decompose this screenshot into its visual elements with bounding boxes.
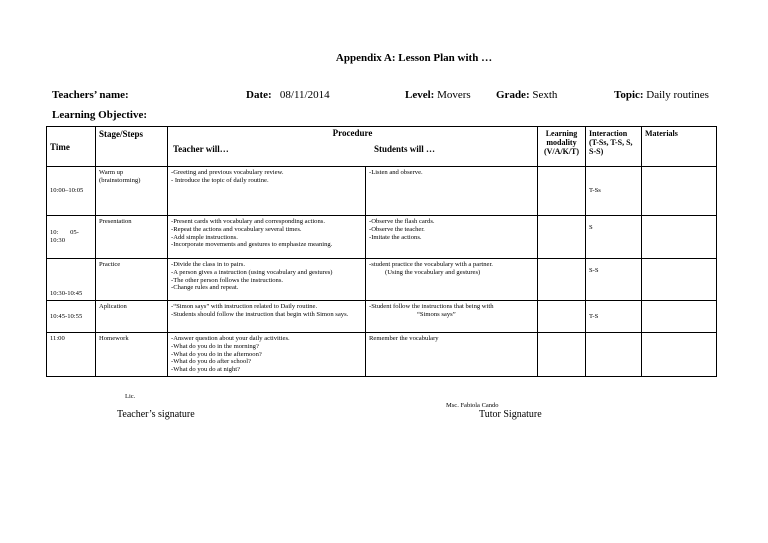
table-header-row <box>47 127 717 167</box>
time-cell: 10:00–10:05 <box>47 167 96 216</box>
teacher-cell <box>168 301 366 333</box>
level-field <box>405 89 471 101</box>
col-procedure-header <box>168 127 538 167</box>
table-row <box>47 167 717 216</box>
interaction-cell: T-Ss <box>586 167 642 216</box>
teacher-line: -What do you do at night? <box>171 366 241 374</box>
topic-field <box>614 89 709 101</box>
date-value: 08/11/2014 <box>279 89 330 101</box>
modality-cell <box>538 167 586 216</box>
table-row <box>47 333 717 377</box>
topic-label: Topic: <box>614 89 644 101</box>
grade-label: Grade: <box>496 89 530 101</box>
teacher-line: - Introduce the topic of daily routine. <box>171 176 269 184</box>
table-row <box>47 301 717 333</box>
teacher-line: -Repeat the actions and vocabulary several times. <box>171 225 302 233</box>
students-line: -Observe the teacher. <box>369 225 425 233</box>
interaction-cell: T-S <box>586 301 642 333</box>
modality-cell <box>538 301 586 333</box>
table-row <box>47 216 717 259</box>
students-cell <box>366 259 538 301</box>
materials-cell <box>642 259 717 301</box>
teacher-prefix: Lic. <box>125 393 136 400</box>
teacher-signature-label: Teacher’s signature <box>117 409 195 420</box>
tutor-signature-label: Tutor Signature <box>479 409 542 420</box>
students-line: (Using the vocabulary and gestures) <box>385 268 481 276</box>
procedure-label: Procedure <box>332 128 373 138</box>
interaction-cell: S <box>586 216 642 259</box>
time-cell: 10:30-10:45 <box>47 259 96 301</box>
teacher-line: -“Simon says” with instruction related to Daily routine. <box>171 303 318 310</box>
teacher-line: -What do you do in the afternoon? <box>171 350 262 358</box>
teacher-line: -The other person follows the instructions. <box>171 276 284 284</box>
topic-value: Daily routines <box>646 89 709 101</box>
teacher-cell <box>168 216 366 259</box>
modality-cell <box>538 259 586 301</box>
teacher-line: -Greeting and previous vocabulary review. <box>171 169 284 176</box>
students-line: -Imitate the actions. <box>369 233 422 241</box>
interaction-cell: S-S <box>586 259 642 301</box>
document-title: Appendix A: Lesson Plan with … <box>335 52 493 64</box>
students-line: -student practice the vocabulary with a partner. <box>369 261 493 268</box>
time-cell: 10:45-10:55 <box>47 301 96 333</box>
time-cell: 11:00 <box>47 333 96 377</box>
teacher-line: -What do you do in the morning? <box>171 342 259 350</box>
teacher-name-label: Teachers’ name: <box>52 89 129 101</box>
grade-value: Sexth <box>532 89 558 101</box>
teacher-line: -Present cards with vocabulary and corresponding actions. <box>171 218 325 225</box>
students-line: “Simons says” <box>417 310 456 318</box>
teacher-line: -Divide the class in to pairs. <box>171 261 245 268</box>
materials-cell <box>642 333 717 377</box>
modality-cell <box>538 216 586 259</box>
interaction-cell <box>586 333 642 377</box>
col-modality-header: Learning modality (V/A/K/T) <box>538 127 586 167</box>
learning-objective-label: Learning Objective: <box>52 109 148 121</box>
stage-cell: Homework <box>96 333 168 377</box>
students-cell <box>366 167 538 216</box>
teacher-cell <box>168 259 366 301</box>
materials-cell <box>642 167 717 216</box>
materials-cell <box>642 301 717 333</box>
level-label: Level: <box>405 89 435 101</box>
teacher-line: -Add simple instructions. <box>171 233 238 241</box>
col-stage-header: Stage/Steps <box>96 127 168 167</box>
lesson-plan-table <box>46 126 717 377</box>
teacher-line: -Incorporate movements and gestures to emphasize meaning. <box>171 241 333 249</box>
stage-cell: Practice <box>96 259 168 301</box>
stage-cell: Aplication <box>96 301 168 333</box>
students-line: -Student follow the instructions that being with <box>369 303 494 310</box>
students-will-label: Students will … <box>374 144 436 154</box>
stage-cell: Presentation <box>96 216 168 259</box>
grade-field <box>496 89 557 101</box>
date-label: Date: <box>246 89 272 101</box>
tutor-name: Msc. Fabiola Cando <box>446 402 499 409</box>
teacher-will-label: Teacher will… <box>173 144 229 154</box>
teacher-line: -A person gives a instruction (using vocabulary and gestures) <box>171 268 333 276</box>
students-line: -Observe the flash cards. <box>369 218 435 225</box>
teacher-cell <box>168 333 366 377</box>
students-cell <box>366 301 538 333</box>
teacher-line: -Answer question about your daily activities. <box>171 335 290 342</box>
students-cell <box>366 216 538 259</box>
teacher-line: -Students should follow the instruction that begin with Simon says. <box>171 310 349 318</box>
date-field <box>246 89 330 101</box>
level-value: Movers <box>437 89 471 101</box>
teacher-line: -What do you do after school? <box>171 358 252 366</box>
materials-cell <box>642 216 717 259</box>
table-row <box>47 259 717 301</box>
students-line: -Listen and observe. <box>369 169 423 176</box>
teacher-line: -Change rules and repeat. <box>171 284 239 292</box>
students-line: Remember the vocabulary <box>369 335 439 342</box>
teacher-cell <box>168 167 366 216</box>
col-interaction-header: Interaction (T-Ss, T-S, S, S-S) <box>586 127 642 167</box>
stage-cell: Warm up (brainstorming) <box>96 167 168 216</box>
modality-cell <box>538 333 586 377</box>
students-cell <box>366 333 538 377</box>
col-materials-header: Materials <box>642 127 717 167</box>
time-cell: 10: 05-10:30 <box>47 216 96 259</box>
col-time-header: Time <box>47 127 96 167</box>
